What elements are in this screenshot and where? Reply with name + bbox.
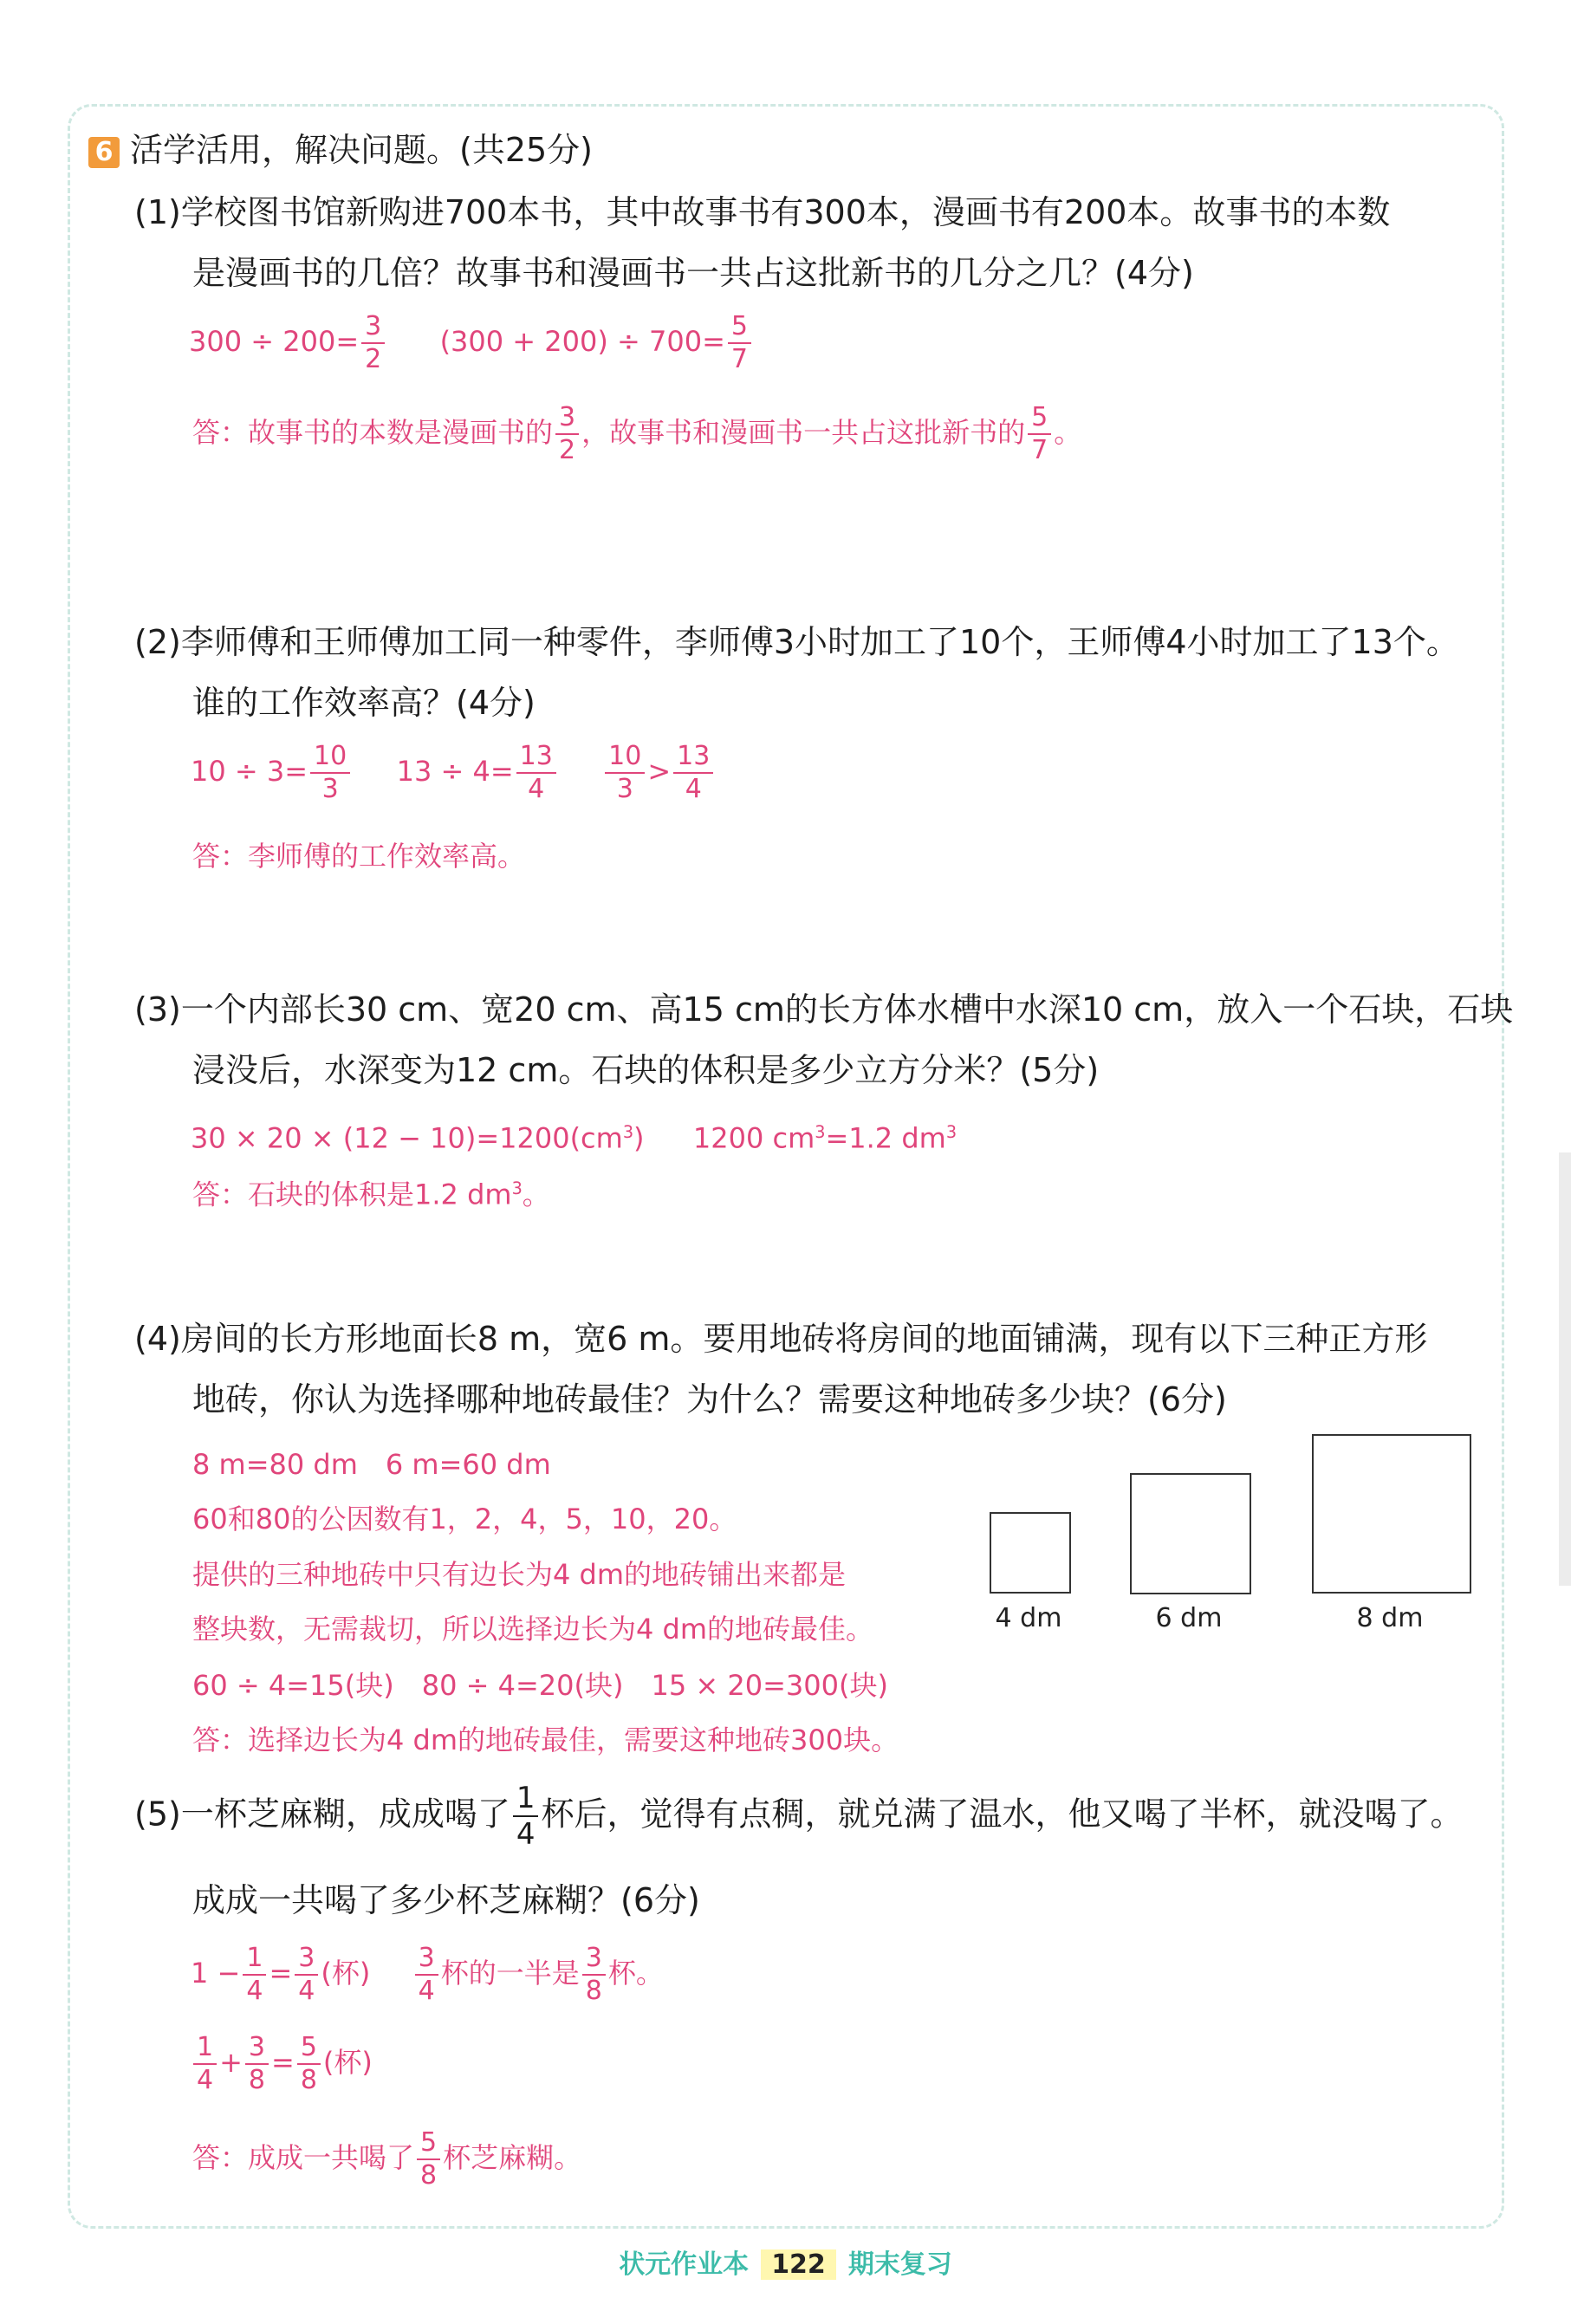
unit: (杯) xyxy=(321,1957,371,1990)
numerator: 1 xyxy=(193,2035,217,2065)
q5-line1 xyxy=(134,1781,1464,1852)
q2-compare-fraction-2 xyxy=(673,743,713,802)
answer-text: 答：成成一共喝了 xyxy=(192,2141,415,2174)
q3-line2: 浸没后，水深变为12 cm。石块的体积是多少立方分米？(5分) xyxy=(192,1051,1100,1089)
q2-calc1: 10 ÷ 3= xyxy=(191,755,308,788)
section-title: 活学活用，解决问题。(共25分) xyxy=(130,131,594,169)
denominator: 4 xyxy=(418,1976,435,2006)
tile-8dm xyxy=(1312,1434,1471,1594)
q3-answer xyxy=(192,1172,550,1212)
q3-calc-part: 1200 cm xyxy=(692,1121,815,1155)
q2-fraction-1 xyxy=(310,743,350,802)
q4-answer-line2: 60和80的公因数有1，2，4，5，10，20。 xyxy=(192,1503,737,1535)
section-number-badge: 6 xyxy=(88,137,120,168)
q1-fraction-2 xyxy=(728,311,751,374)
unit: (杯) xyxy=(322,2046,373,2079)
q4-line1: (4)房间的长方形地面长8 m，宽6 m。要用地砖将房间的地面铺满，现有以下三种正方形 xyxy=(134,1320,1428,1358)
equals-sign: = xyxy=(271,2046,295,2079)
q2-calculation xyxy=(191,743,716,802)
tile-label-6dm: 6 dm xyxy=(1155,1603,1223,1633)
q1-answer xyxy=(192,402,1082,465)
footer-book-title: 状元作业本 xyxy=(619,2249,750,2280)
fraction xyxy=(582,1945,606,2004)
q2-calc2: 13 ÷ 4= xyxy=(396,755,514,788)
fraction xyxy=(245,2032,269,2095)
fraction xyxy=(243,1945,266,2004)
q1-calc1: 300 ÷ 200= xyxy=(189,325,360,358)
answer-text: ，故事书和漫画书一共占这批新书的 xyxy=(581,416,1026,449)
q2-compare-fraction-1 xyxy=(605,743,645,802)
numerator: 5 xyxy=(417,2130,440,2160)
q5-calc-row1 xyxy=(191,1945,664,2004)
q1-line1: (1)学校图书馆新购进700本书，其中故事书有300本，漫画书有200本。故事书的本数 xyxy=(134,193,1391,231)
q5-calc-row2 xyxy=(191,2032,373,2095)
answer-fraction-2 xyxy=(1028,402,1051,465)
numerator: 3 xyxy=(555,405,579,435)
q4-answer-line1: 8 m=80 dm 6 m=60 dm xyxy=(192,1448,551,1481)
answer-fraction-1 xyxy=(555,402,579,465)
q3-line1: (3)一个内部长30 cm、宽20 cm、高15 cm的长方体水槽中水深10 cm，放入一个石块，石块 xyxy=(134,990,1514,1029)
numerator: 5 xyxy=(728,314,751,344)
exponent: 3 xyxy=(815,1122,826,1142)
numerator: 10 xyxy=(310,743,350,774)
denominator: 7 xyxy=(730,344,748,374)
fraction xyxy=(295,1945,318,2004)
q1-calculation xyxy=(189,311,754,374)
footer-section-title: 期末复习 xyxy=(847,2249,952,2280)
numerator: 3 xyxy=(295,1945,318,1976)
calc-text: 杯的一半是 xyxy=(440,1957,580,1990)
q4-answer-line3: 提供的三种地砖中只有边长为4 dm的地砖铺出来都是 xyxy=(192,1558,847,1591)
question-text: 杯后，觉得有点稠，就兑满了温水，他又喝了半杯，就没喝了。 xyxy=(541,1795,1464,1834)
denominator: 8 xyxy=(585,1976,602,2006)
greater-than-sign: > xyxy=(647,755,672,788)
question-text: (5)一杯芝麻糊，成成喝了 xyxy=(134,1795,510,1834)
numerator: 5 xyxy=(1028,405,1051,435)
numerator: 3 xyxy=(245,2035,269,2065)
q2-line2: 谁的工作效率高？(4分) xyxy=(192,684,536,722)
denominator: 4 xyxy=(685,774,702,804)
tile-label-8dm: 8 dm xyxy=(1356,1603,1424,1633)
denominator: 7 xyxy=(1031,435,1048,465)
exponent: 3 xyxy=(945,1122,958,1142)
answer-fraction xyxy=(417,2127,440,2191)
numerator: 1 xyxy=(513,1783,539,1817)
q5-fraction xyxy=(513,1781,539,1852)
numerator: 1 xyxy=(243,1945,266,1976)
denominator: 2 xyxy=(559,435,576,465)
calc-text: 杯。 xyxy=(607,1957,664,1990)
calc-text: 1 − xyxy=(191,1957,241,1990)
q3-calc-part: ) xyxy=(633,1121,645,1155)
section-header xyxy=(88,130,593,170)
denominator: 8 xyxy=(300,2065,317,2095)
numerator: 5 xyxy=(297,2035,321,2065)
q3-calc-part: =1.2 dm xyxy=(825,1121,946,1155)
page-footer xyxy=(0,2243,1571,2281)
denominator: 3 xyxy=(321,774,339,804)
denominator: 3 xyxy=(616,774,633,804)
answer-text: 答：石块的体积是1.2 dm xyxy=(192,1178,512,1211)
denominator: 4 xyxy=(197,2065,214,2095)
q5-answer xyxy=(192,2127,582,2191)
answer-text: 杯芝麻糊。 xyxy=(443,2141,582,2174)
q2-fraction-2 xyxy=(516,743,556,802)
tile-4dm xyxy=(990,1512,1071,1594)
answer-text: 。 xyxy=(522,1178,550,1211)
equals-sign: = xyxy=(269,1957,293,1990)
page-number: 122 xyxy=(761,2249,836,2280)
denominator: 4 xyxy=(528,774,545,804)
fraction xyxy=(415,1945,438,2004)
numerator: 3 xyxy=(361,314,385,344)
q1-calc2: (300 + 200) ÷ 700= xyxy=(439,325,725,358)
q1-fraction-1 xyxy=(361,311,385,374)
answer-text: 。 xyxy=(1054,416,1082,449)
q4-answer-line6: 答：选择边长为4 dm的地砖最佳，需要这种地砖300块。 xyxy=(192,1724,899,1756)
q5-line2: 成成一共喝了多少杯芝麻糊？(6分) xyxy=(192,1881,700,1919)
denominator: 4 xyxy=(298,1976,315,2006)
exponent: 3 xyxy=(511,1178,523,1198)
denominator: 4 xyxy=(246,1976,263,2006)
numerator: 13 xyxy=(516,743,556,774)
plus-sign: + xyxy=(219,2046,243,2079)
tile-label-4dm: 4 dm xyxy=(995,1603,1062,1633)
denominator: 8 xyxy=(248,2065,265,2095)
numerator: 13 xyxy=(673,743,713,774)
exponent: 3 xyxy=(622,1122,634,1142)
q1-line2: 是漫画书的几倍？故事书和漫画书一共占这批新书的几分之几？(4分) xyxy=(192,254,1194,292)
fraction xyxy=(193,2032,217,2095)
tile-6dm xyxy=(1130,1473,1251,1594)
fraction xyxy=(297,2032,321,2095)
denominator: 2 xyxy=(365,344,382,374)
q2-answer: 答：李师傅的工作效率高。 xyxy=(192,840,526,873)
numerator: 3 xyxy=(415,1945,438,1976)
q4-answer-line5: 60 ÷ 4=15(块) 80 ÷ 4=20(块) 15 × 20=300(块) xyxy=(192,1669,888,1702)
q4-line2: 地砖，你认为选择哪种地砖最佳？为什么？需要这种地砖多少块？(6分) xyxy=(192,1380,1227,1418)
answer-text: 答：故事书的本数是漫画书的 xyxy=(192,416,554,449)
q4-answer-line4: 整块数，无需裁切，所以选择边长为4 dm的地砖最佳。 xyxy=(192,1613,874,1646)
page-edge xyxy=(1559,1152,1571,1586)
denominator: 4 xyxy=(516,1817,536,1852)
numerator: 3 xyxy=(582,1945,606,1976)
numerator: 10 xyxy=(605,743,645,774)
q3-calculation xyxy=(191,1115,957,1156)
denominator: 8 xyxy=(420,2160,438,2191)
q2-line1: (2)李师傅和王师傅加工同一种零件，李师傅3小时加工了10个，王师傅4小时加工了13个。 xyxy=(134,623,1459,661)
q3-calc-part: 30 × 20 × (12 − 10)=1200(cm xyxy=(191,1121,623,1155)
